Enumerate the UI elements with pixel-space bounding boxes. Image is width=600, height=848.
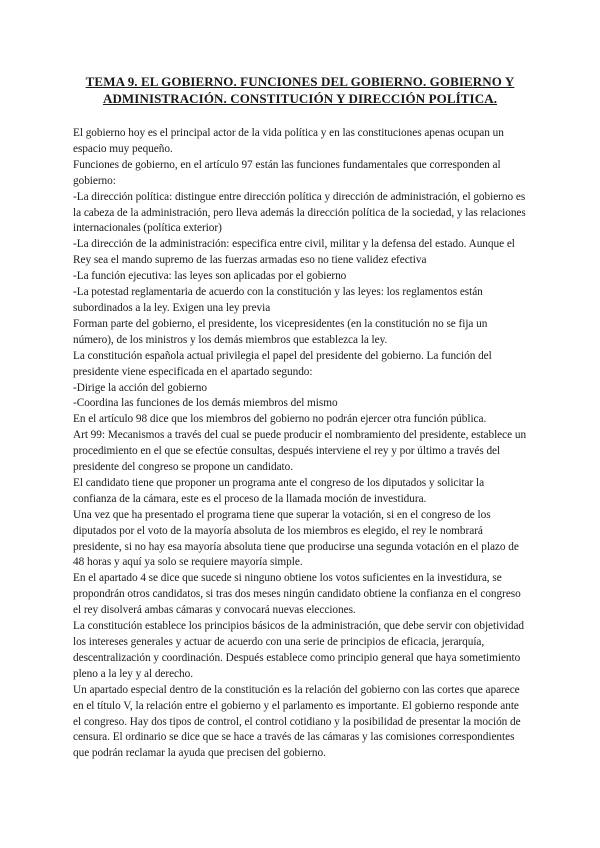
paragraph: En el artículo 98 dice que los miembros del gobierno no podrán ejercer otra función pública.: [73, 413, 487, 426]
document-title: TEMA 9. EL GOBIERNO. FUNCIONES DEL GOBIERNO. GOBIERNO Y ADMINISTRACIÓN. CONSTITUCIÓN Y DIRECCIÓN POLÍTICA.: [85, 74, 515, 106]
paragraph: -Coordina las funciones de los demás miembros del mismo: [73, 397, 338, 410]
paragraph: El gobierno hoy es el principal actor de la vida política y en las constituciones apenas ocupan un espacio muy pequeño.: [73, 127, 504, 155]
paragraph: Forman parte del gobierno, el presidente, los vicepresidentes (en la constitución no se fija un número), de los ministros y los demás miembros que establezca la ley.: [73, 317, 488, 346]
paragraph: -La potestad reglamentaria de acuerdo con la constitución y las leyes: los reglamentos están subordinados a la ley. Exigen una ley previa: [73, 286, 483, 314]
paragraph: -Dirige la acción del gobierno: [73, 381, 208, 394]
paragraph: Art 99: Mecanismos a través del cual se puede producir el nombramiento del presidente, establece un procedimiento en el que se efectúe consultas, después interviene el rey y por último a través del presidente del congreso se propone un candidato.: [73, 429, 527, 474]
document-body: [73, 126, 529, 762]
paragraph: El candidato tiene que proponer un programa ante el congreso de los diputados y solicitar la confianza de la cámara, este es el proceso de la llamada moción de investidura.: [73, 476, 485, 505]
paragraph: La constitución establece los principios básicos de la administración, que debe servir con objetividad los intereses generales y actuar de acuerdo con una serie de principios de eficacia, jerarquía, descentralización y coordinación. Después establece como principio general que haya sometimiento pleno a la ley y al derecho.: [73, 620, 525, 680]
paragraph: -La dirección política: distingue entre dirección política y dirección de administración, el gobierno es la cabeza de la administración, pero lleva además la dirección política de la sociedad, y las relaciones internacionales (política exterior): [73, 190, 526, 235]
paragraph: Un apartado especial dentro de la constitución es la relación del gobierno con las cortes que aparece en el título V, la relación entre el gobierno y el parlamento es importante. El gobierno responde ante el congreso. Hay dos tipos de control, el control cotidiano y la posibilidad de presentar la moción de censura. El ordinario se dice que se hace a través de las cámaras y las comisiones correspondientes que podrán reclamar la ayuda que precisen del gobierno.: [73, 683, 521, 760]
paragraph: -La función ejecutiva: las leyes son aplicadas por el gobierno: [73, 270, 347, 283]
paragraph: -La dirección de la administración: especifica entre civil, militar y la defensa del estado. Aunque el Rey sea el mando supremo de las fuerzas armadas eso no tiene validez efectiva: [73, 238, 515, 267]
paragraph: Una vez que ha presentado el programa tiene que superar la votación, si en el congreso de los diputados por el voto de la mayoría absoluta de los miembros es elegido, el rey le nombrará presidente, si no hay esa mayoría absoluta tiene que producirse una segunda votación en el plazo de 48 horas y aquí ya solo se requiere mayoría simple.: [73, 508, 519, 569]
paragraph: En el apartado 4 se dice que sucede si ninguno obtiene los votos suficientes en la investidura, se propondrán otros candidatos, si tras dos meses ningún candidato obtiene la confianza en el congreso el rey disolverá ambas cámaras y convocará nuevas elecciones.: [73, 572, 521, 617]
paragraph: La constitución española actual privilegia el papel del presidente del gobierno. La función del presidente viene especificada en el apartado segundo:: [73, 349, 492, 378]
paragraph: Funciones de gobierno, en el artículo 97 están las funciones fundamentales que corresponden al gobierno:: [73, 158, 501, 187]
